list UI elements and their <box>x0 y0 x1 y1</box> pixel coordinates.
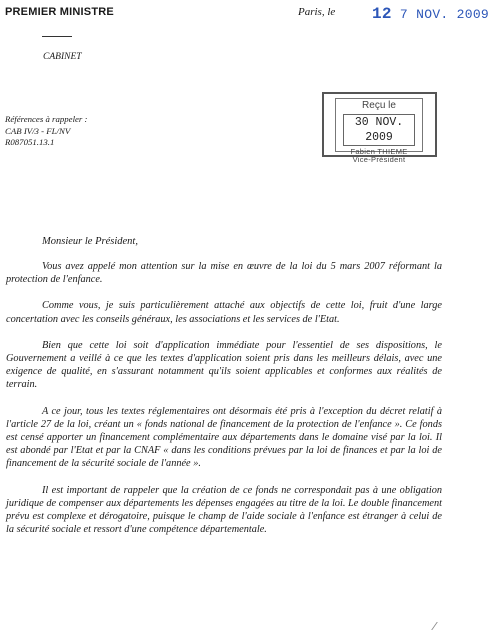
received-stamp-date: 30 NOV. 2009 <box>343 114 415 146</box>
letter-body <box>6 260 442 549</box>
date-stamp-day: 12 <box>372 5 392 23</box>
received-stamp <box>322 92 437 164</box>
received-stamp-name: Fabien THIEME <box>350 147 408 156</box>
reference-line: R087051.13.1 <box>5 137 55 147</box>
references-block <box>5 114 87 149</box>
received-stamp-title: Reçu le <box>362 100 396 111</box>
body-paragraph: Il est important de rappeler que la création de ce fonds ne correspondait pas à une obligation juridique de compenser aux départements les dépenses engagées au titre de la loi. Le double financement prévu est complexe et dérogatoire, puisque le champ de l'aide sociale à l'enfance est étranger à celui de la sécurité sociale et ressort d'une compétence départementale. <box>6 484 442 536</box>
body-paragraph: Bien que cette loi soit d'application immédiate pour l'essentiel de ses dispositions, le Gouvernement a veillé à ce que les textes d'application soient pris dans les meilleurs délais, avec une exigence de qualité, en s'assurant notamment qu'ils soient applicables et conformes aux réalités de terrain. <box>6 339 442 391</box>
page-corner-mark <box>431 622 452 630</box>
salutation: Monsieur le Président, <box>42 236 138 247</box>
date-stamp-rest: 7 NOV. 2009 <box>399 7 489 22</box>
letter-place: Paris, le <box>298 6 336 18</box>
reference-line: CAB IV/3 - FL/NV <box>5 125 71 136</box>
body-paragraph: Vous avez appelé mon attention sur la mise en œuvre de la loi du 5 mars 2007 réformant la protection de l'enfance. <box>6 261 442 286</box>
received-stamp-role: Vice-Président <box>352 155 406 164</box>
body-paragraph: Comme vous, je suis particulièrement attaché aux objectifs de cette loi, fruit d'une large concertation avec les conseils généraux, les associations et les services de l'Etat. <box>6 300 442 325</box>
date-stamp <box>372 5 489 23</box>
received-stamp-inner <box>335 98 423 164</box>
ministry-title: PREMIER MINISTRE <box>5 6 114 18</box>
references-label: Références à rappeler : <box>5 114 88 124</box>
header-divider <box>42 36 72 37</box>
body-paragraph: A ce jour, tous les textes réglementaires ont désormais été pris à l'exception du décret relatif à l'article 27 de la loi, créant un « fonds national de financement de la protection de l'enfance ». Ce fonds est censé apporter un financement complémentaire aux départements dans le domaine visé par la loi. Il est abondé par l'Etat et par la CNAF « dans les conditions prévues par la loi de finances et par la loi de financement de la sécurité sociale de l'année ». <box>6 405 442 470</box>
department-label: CABINET <box>43 52 82 62</box>
